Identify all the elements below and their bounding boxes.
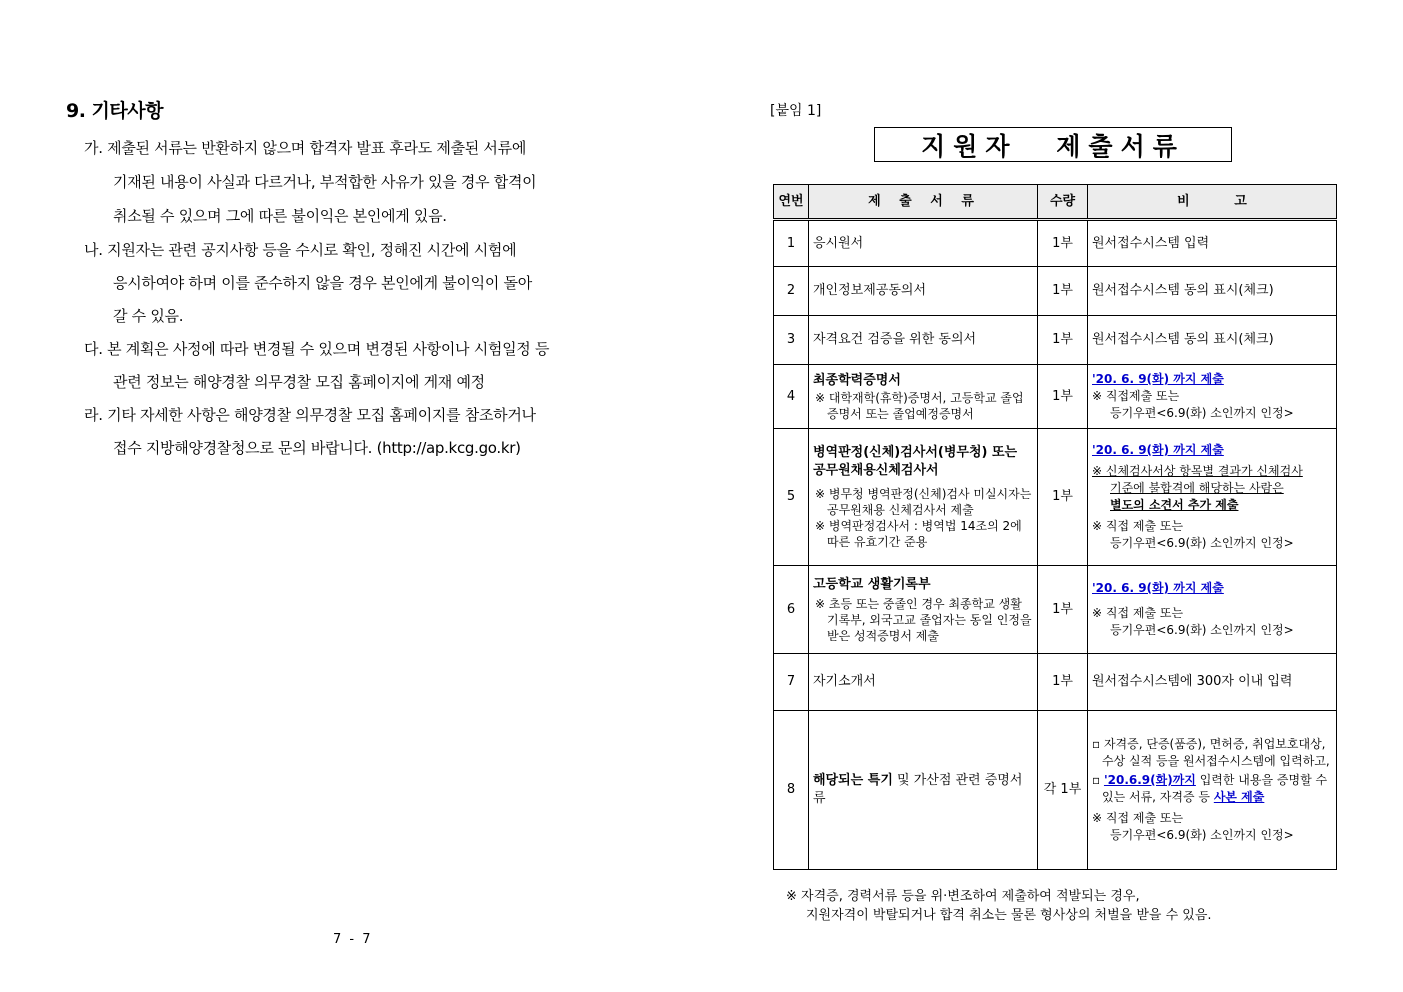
row-remarks: 원서접수시스템 입력 <box>1088 220 1337 267</box>
item-da-line-2: 관련 정보는 해양경찰 의무경찰 모집 홈페이지에 게재 예정 <box>113 373 485 391</box>
note-bold: 사본 제출 <box>1213 790 1265 804</box>
row-document <box>809 429 1038 566</box>
item-na-line-1: 나. 지원자는 관련 공지사항 등을 수시로 확인, 정해진 시간에 시험에 <box>84 241 517 259</box>
footer-line-2: 지원자격이 박탈되거나 합격 취소는 물론 형사상의 처벌을 받을 수 있음. <box>806 908 1212 923</box>
table-row <box>774 365 1337 429</box>
note-line: 별도의 소견서 추가 제출 <box>1110 498 1239 512</box>
row-remarks <box>1088 711 1337 870</box>
row-remarks: 원서접수시스템에 300자 이내 입력 <box>1088 654 1337 711</box>
item-na-line-2: 응시하여야 하며 이를 준수하지 않을 경우 본인에게 불이익이 돌아 <box>113 274 532 292</box>
note-paragraph: ▫ '20.6.9(화)까지 입력한 내용을 증명할 수 있는 서류, 자격증 등 사본 제출 <box>1092 773 1328 804</box>
row-quantity: 1부 <box>1038 316 1088 365</box>
note-paragraph: ▫ 자격증, 단증(품증), 면허증, 취업보호대상, 수상 실적 등을 원서접수시스템에 입력하고, <box>1092 737 1330 768</box>
row-remarks <box>1088 429 1337 566</box>
row-quantity: 각 1부 <box>1038 711 1088 870</box>
row-document <box>809 365 1038 429</box>
table-row <box>774 267 1337 316</box>
row-quantity: 1부 <box>1038 654 1088 711</box>
footer-line-1: ※ 자격증, 경력서류 등을 위·변조하여 제출하여 적발되는 경우, <box>786 889 1140 904</box>
row-no: 1 <box>774 220 809 267</box>
row-quantity: 1부 <box>1038 429 1088 566</box>
item-ga-line-3: 취소될 수 있으며 그에 따른 불이익은 본인에게 있음. <box>113 207 447 225</box>
table-row <box>774 429 1337 566</box>
doc-subnote: ※ 대학재학(휴학)증명서, 고등학교 졸업증명서 또는 졸업예정증명서 <box>815 390 1024 421</box>
row-remarks <box>1088 566 1337 654</box>
section-title: 9. 기타사항 <box>66 100 163 122</box>
row-quantity: 1부 <box>1038 220 1088 267</box>
note-line: 등기우편<6.9(화) 소인까지 인정> <box>1110 536 1294 550</box>
table-header-row <box>774 185 1337 220</box>
doc-title: 해당되는 특기 <box>813 773 893 788</box>
note-line: ※ 직접 제출 또는 <box>1092 519 1184 533</box>
row-document <box>809 566 1038 654</box>
note-line: 등기우편<6.9(화) 소인까지 인정> <box>1110 828 1294 842</box>
row-remarks: 원서접수시스템 동의 표시(체크) <box>1088 316 1337 365</box>
note-text: 입력한 내용을 증명할 수 있는 서류, 자격증 등 <box>1102 773 1328 804</box>
header-remarks: 비 고 <box>1088 185 1337 220</box>
row-no: 3 <box>774 316 809 365</box>
item-ra-line-2: 접수 지방해양경찰청으로 문의 바랍니다. (http://ap.kcg.go.kr) <box>113 439 521 457</box>
row-document <box>809 711 1038 870</box>
note-line: ※ 직접제출 또는 <box>1092 389 1180 403</box>
row-quantity: 1부 <box>1038 566 1088 654</box>
deadline: '20. 6. 9(화) 까지 제출 <box>1092 581 1224 595</box>
deadline: '20. 6. 9(화) 까지 제출 <box>1092 372 1224 386</box>
document-title: 지원자 제출서류 <box>874 127 1232 162</box>
row-document: 자기소개서 <box>809 654 1038 711</box>
table-row <box>774 711 1337 870</box>
table-row <box>774 220 1337 267</box>
item-ra-line-1: 라. 기타 자세한 사항은 해양경찰 의무경찰 모집 홈페이지를 참조하거나 <box>84 406 536 424</box>
row-remarks <box>1088 365 1337 429</box>
attachment-label: [붙임 1] <box>770 103 822 119</box>
doc-title: 최종학력증명서 <box>813 372 901 388</box>
page-number: 7 - 7 <box>333 932 373 947</box>
footer-note <box>786 887 1212 925</box>
row-no: 2 <box>774 267 809 316</box>
header-document: 제 출 서 류 <box>809 185 1038 220</box>
row-no: 6 <box>774 566 809 654</box>
note-line: ※ 신체검사서상 항목별 결과가 신체검사 <box>1092 464 1303 478</box>
row-quantity: 1부 <box>1038 267 1088 316</box>
note-line: ※ 직접 제출 또는 <box>1092 606 1184 620</box>
item-ga-line-1: 가. 제출된 서류는 반환하지 않으며 합격자 발표 후라도 제출된 서류에 <box>84 139 527 157</box>
row-no: 5 <box>774 429 809 566</box>
item-na-line-3: 갈 수 있음. <box>113 307 184 325</box>
table-row <box>774 654 1337 711</box>
note-line: 등기우편<6.9(화) 소인까지 인정> <box>1110 623 1294 637</box>
note-line: 등기우편<6.9(화) 소인까지 인정> <box>1110 406 1294 420</box>
row-no: 7 <box>774 654 809 711</box>
doc-title: 고등학교 생활기록부 <box>813 576 931 592</box>
item-da-line-1: 다. 본 계획은 사정에 따라 변경될 수 있으며 변경된 사항이나 시험일정 등 <box>84 340 550 358</box>
row-document: 응시원서 <box>809 220 1038 267</box>
doc-subnote: ※ 초등 또는 중졸인 경우 최종학교 생활기록부, 외국고교 졸업자는 동일 인정을 받은 성적증명서 제출 <box>815 596 1032 643</box>
header-quantity: 수량 <box>1038 185 1088 220</box>
row-no: 4 <box>774 365 809 429</box>
row-remarks: 원서접수시스템 동의 표시(체크) <box>1088 267 1337 316</box>
row-document: 개인정보제공동의서 <box>809 267 1038 316</box>
table-row <box>774 566 1337 654</box>
doc-title: 병역판정(신체)검사서(병무청) 또는 공무원채용신체검사서 <box>813 445 1018 478</box>
header-no: 연번 <box>774 185 809 220</box>
row-document: 자격요건 검증을 위한 동의서 <box>809 316 1038 365</box>
deadline: '20.6.9(화)까지 <box>1103 773 1196 787</box>
submission-documents-table <box>773 184 1337 870</box>
note-line: 기준에 불합격에 해당하는 사람은 <box>1110 481 1284 495</box>
row-no: 8 <box>774 711 809 870</box>
doc-subnote: ※ 병무청 병역판정(신체)검사 미실시자는 공무원채용 신체검사서 제출 <box>815 487 1032 517</box>
item-ga-line-2: 기재된 내용이 사실과 다르거나, 부적합한 사유가 있을 경우 합격이 <box>113 173 537 191</box>
doc-subnote: ※ 병역판정검사서 : 병역법 14조의 2에 따른 유효기간 준용 <box>815 519 1022 549</box>
doc-title-rest: 및 가산점 관련 증명서류 <box>813 773 1023 806</box>
row-quantity: 1부 <box>1038 365 1088 429</box>
note-line: ※ 직접 제출 또는 <box>1092 811 1184 825</box>
table-row <box>774 316 1337 365</box>
deadline: '20. 6. 9(화) 까지 제출 <box>1092 443 1224 457</box>
